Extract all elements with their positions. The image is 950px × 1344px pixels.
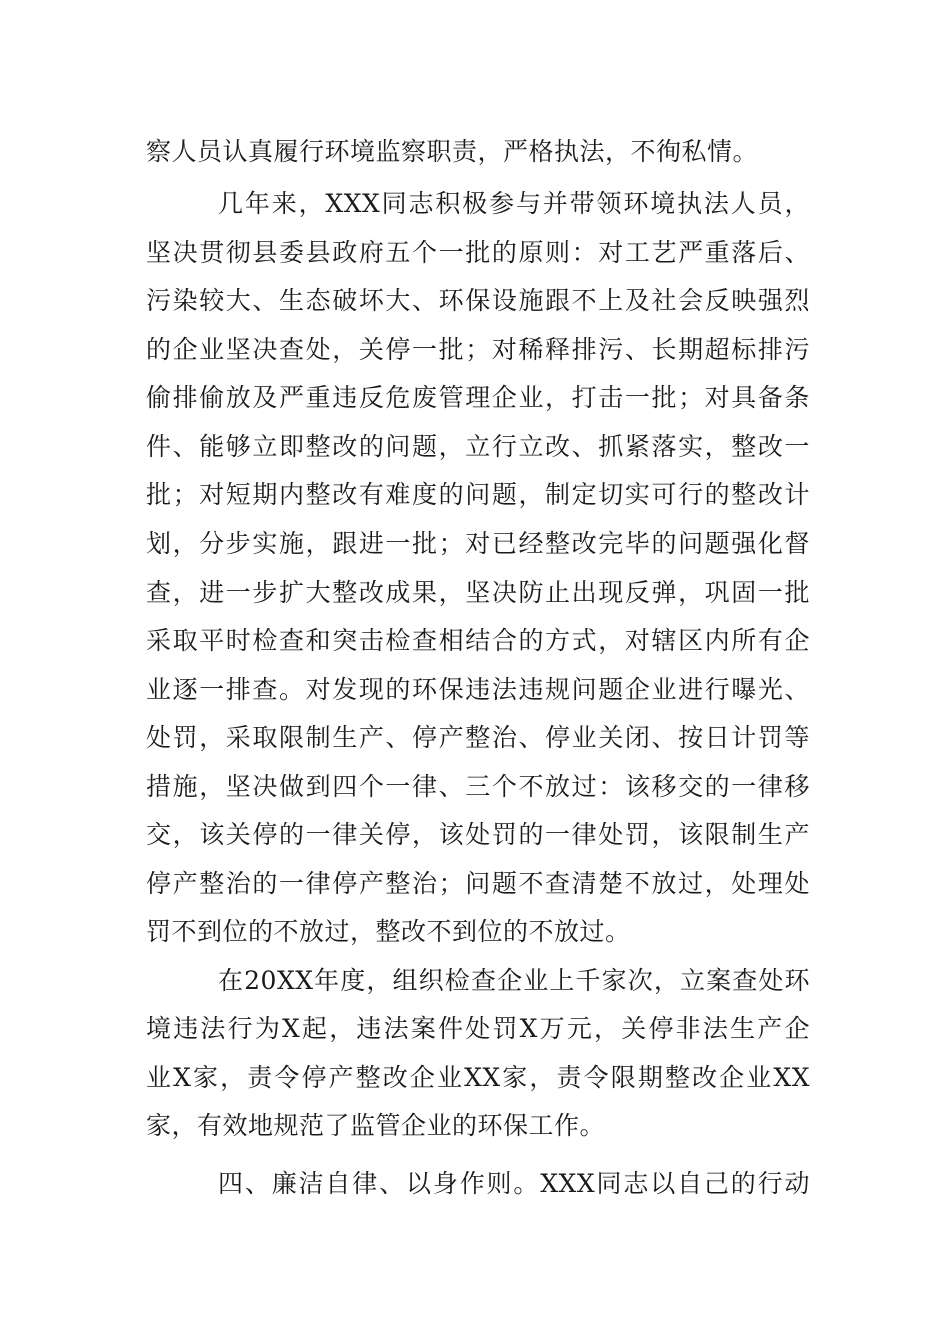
text-line: 划，分步实施，跟进一批；对已经整改完毕的问题强化督	[146, 529, 810, 558]
text-line: 察人员认真履行环境监察职责，严格执法，不徇私情。	[146, 137, 759, 166]
text-line: 停产整治的一律停产整治；问题不查清楚不放过，处理处	[146, 869, 810, 898]
text-line: 业逐一排查。对发现的环保违法违规问题企业进行曝光、	[146, 675, 810, 704]
text-line: 家，有效地规范了监管企业的环保工作。	[146, 1111, 606, 1140]
text-line: 的企业坚决查处，关停一批；对稀释排污、长期超标排污	[146, 335, 810, 364]
text-line: 交，该关停的一律关停，该处罚的一律处罚，该限制生产	[146, 820, 810, 849]
text-line: 境违法行为X起，违法案件处罚X万元，关停非法生产企	[146, 1014, 810, 1043]
text-line: 坚决贯彻县委县政府五个一批的原则：对工艺严重落后、	[146, 238, 810, 267]
text-line: 偷排偷放及严重违反危废管理企业，打击一批；对具备条	[146, 383, 810, 412]
text-line: 处罚，采取限制生产、停产整治、停业关闭、按日计罚等	[146, 723, 810, 752]
text-line: 业X家，责令停产整改企业XX家，责令限期整改企业XX	[146, 1063, 810, 1092]
text-line: 件、能够立即整改的问题，立行立改、抓紧落实，整改一	[146, 432, 810, 461]
text-line: 采取平时检查和突击检查相结合的方式，对辖区内所有企	[146, 626, 810, 655]
text-line: 批；对短期内整改有难度的问题，制定切实可行的整改计	[146, 480, 810, 509]
text-line: 查，进一步扩大整改成果，坚决防止出现反弹，巩固一批	[146, 578, 810, 607]
text-line: 罚不到位的不放过，整改不到位的不放过。	[146, 917, 631, 946]
text-line: 污染较大、生态破坏大、环保设施跟不上及社会反映强烈	[146, 286, 810, 315]
paragraph-first-line: 在20XX年度，组织检查企业上千家次，立案查处环	[218, 966, 810, 995]
paragraph-first-line: 四、廉洁自律、以身作则。XXX同志以自己的行动	[218, 1169, 810, 1198]
text-line: 措施，坚决做到四个一律、三个不放过：该移交的一律移	[146, 772, 810, 801]
paragraph-first-line: 几年来，XXX同志积极参与并带领环境执法人员，	[218, 189, 810, 218]
